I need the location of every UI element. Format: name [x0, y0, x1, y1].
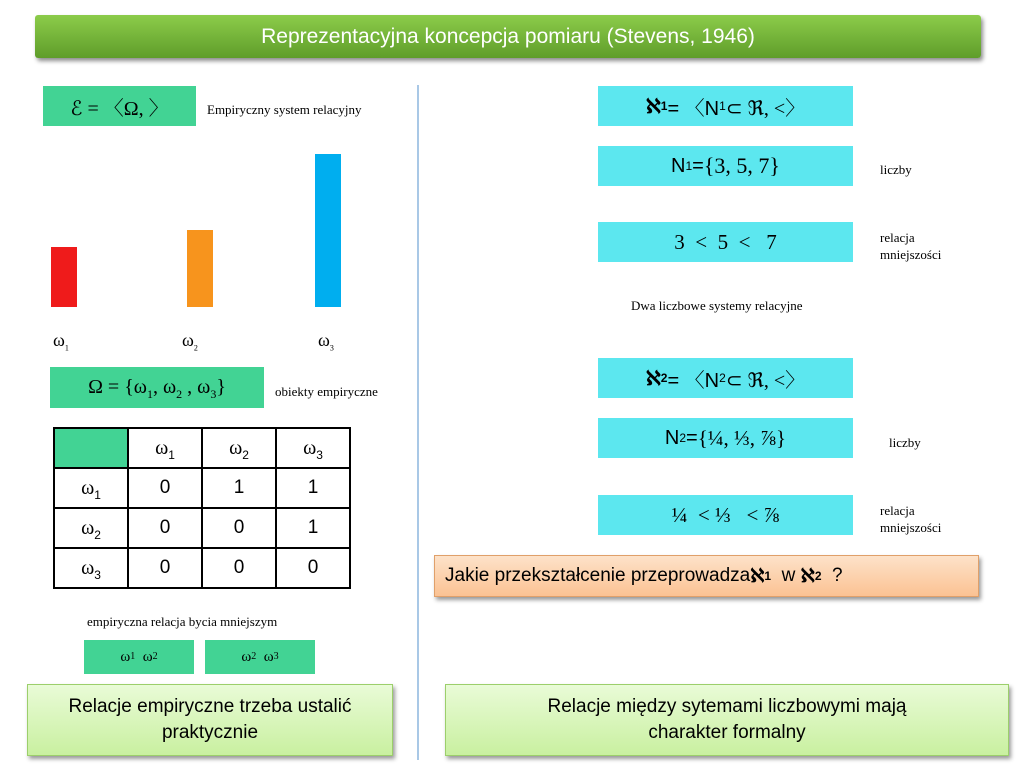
relation-matrix [53, 427, 351, 589]
empirical-object-bar-3 [315, 154, 341, 307]
question-box: Jakie przekształcenie przeprowadza ℵ 1 w ℵ 2 ? [434, 555, 979, 597]
table-cell: 0 [128, 548, 202, 588]
omega-label-3: $\omega_3$ [318, 330, 334, 353]
numeric-systems-caption: Dwa liczbowe systemy relacyjne [631, 298, 803, 313]
objects-set-text: $\Omega = \{\omega_1$, $\omega_2$ , $\omega_3$} [88, 376, 226, 401]
order-2-label: relacja mniejszości [880, 503, 942, 535]
table-cell: 0 [202, 508, 276, 548]
empirical-system-label: Empiryczny system relacyjny [207, 102, 362, 117]
formal-conclusion-box: Relacje między sytemami liczbowymi mają charakter formalny [445, 684, 1009, 756]
slide-title: Reprezentacyjna koncepcja pomiaru (Stevens, 1946) [35, 15, 981, 58]
empirical-object-bar-2 [187, 230, 213, 307]
numeric-system-2: ℵ 2 = 〈N 2 ⊂ ℜ, <〉 [598, 358, 853, 398]
number-set-2-label: liczby [889, 435, 921, 450]
number-set-1-label: liczby [880, 162, 912, 177]
table-cell: 0 [276, 548, 350, 588]
table-header-cell: $\omega_2$ [202, 428, 276, 468]
column-divider [417, 85, 419, 760]
table-cell: 1 [276, 508, 350, 548]
table-row [54, 548, 350, 588]
order-1-label: relacja mniejszości [880, 230, 942, 262]
table-row-label: $\omega_3$ [54, 548, 128, 588]
relation-caption: empiryczna relacja bycia mniejszym [87, 614, 278, 629]
table-row-label: $\omega_2$ [54, 508, 128, 548]
table-header-cell: $\omega_3$ [276, 428, 350, 468]
objects-set-label: obiekty empiryczne [275, 384, 378, 399]
numeric-order-1: 3 < 5 < 7 [598, 222, 853, 262]
table-header-row [54, 428, 350, 468]
table-row-label: $\omega_1$ [54, 468, 128, 508]
numeric-system-1: ℵ 1 = 〈N 1 ⊂ ℜ, <〉 [598, 86, 853, 126]
table-row [54, 468, 350, 508]
table-cell: 0 [128, 468, 202, 508]
omega-label-2: $\omega_2$ [182, 330, 198, 353]
number-set-2: N 2 = {¼, ⅓, ⅞} [598, 418, 853, 458]
table-cell: 1 [202, 468, 276, 508]
table-cell: 0 [202, 548, 276, 588]
table-row [54, 508, 350, 548]
number-set-1: N 1 = {3, 5, 7} [598, 146, 853, 186]
table-corner-symbol [54, 428, 128, 468]
relation-pair-2: ω 2 ω 3 [205, 640, 315, 674]
objects-set [50, 367, 264, 408]
omega-label-1: $\omega_1$ [53, 330, 69, 353]
empirical-object-bar-1 [51, 247, 77, 307]
relation-pair-1: ω 1 ω 2 [84, 640, 194, 674]
numeric-order-2: ¼ < ⅓ < ⅞ [598, 495, 853, 535]
empirical-conclusion-box: Relacje empiryczne trzeba ustalić praktycznie [27, 684, 393, 756]
table-cell: 1 [276, 468, 350, 508]
table-cell: 0 [128, 508, 202, 548]
empirical-system-formula: ℰ = 〈Ω, 〉 [43, 86, 196, 126]
table-header-cell: $\omega_1$ [128, 428, 202, 468]
